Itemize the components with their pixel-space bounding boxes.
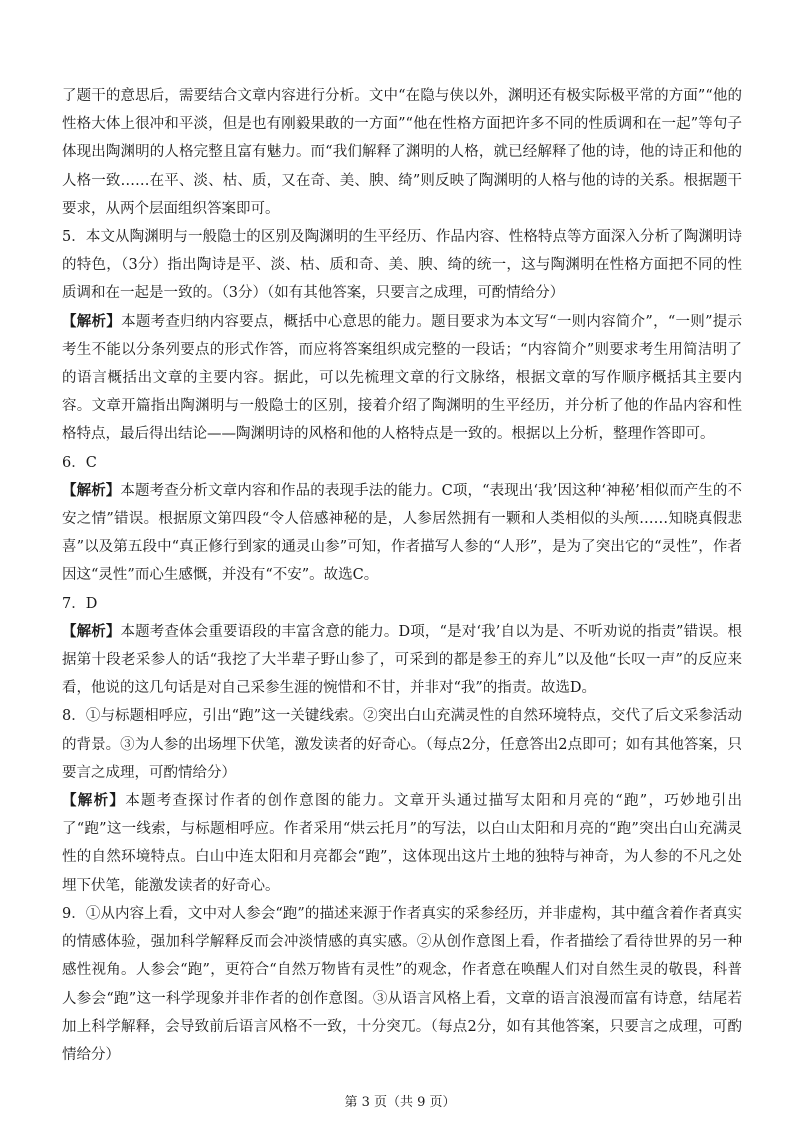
answer-9 — [62, 900, 742, 1069]
answer-8 — [62, 702, 742, 787]
analysis-5 — [62, 308, 742, 449]
paragraph-text: 7．D — [62, 595, 98, 612]
paragraph-text: 6．C — [62, 454, 97, 471]
paragraph-text: 了题干的意思后，需要结合文章内容进行分析。文中“在隐与侠以外，渊明还有极实际极平常的方面”“他的性格大体上很冲和平淡，但是也有刚毅果敢的一方面”“他在性格方面把许多不同的性质调和在一起”等句子体现出陶渊明的人格完整且富有魅力。而“我们解释了渊明的人格，就已经解释了他的诗，他的诗正和他的人格一致……在平、淡、枯、质，又在奇、美、腴、绮”则反映了陶渊明的人格与他的诗的关系。根据题干要求，从两个层面组织答案即可。 — [62, 88, 742, 217]
paragraph-text: 本题考查归纳内容要点，概括中心意思的能力。题目要求为本文写“一则内容简介”，“一则”提示考生不能以分条列要点的形式作答，而应将答案组织成完整的一段话；“内容简介”则要求考生用简洁明了的语言概括出文章的主要内容。据此，可以先梳理文章的行文脉络，根据文章的写作顺序概括其主要内容。文章开篇指出陶渊明与一般隐士的区别，接着介绍了陶渊明的生平经历，并分析了他的作品内容和性格特点，最后得出结论——陶渊明诗的风格和他的人格特点是一致的。根据以上分析，整理作答即可。 — [62, 313, 743, 443]
paragraph-text: 9．①从内容上看，文中对人参会“跑”的描述来源于作者真实的采参经历，并非虚构，其中蕴含着作者真实的情感体验，强加科学解释反而会冲淡情感的真实感。②从创作意图上看，作者描绘了看待世界的另一种感性视角。人参会“跑”，更符合“自然万物皆有灵性”的观念，作者意在唤醒人们对自然生灵的敬畏，科普人参会“跑”这一科学现象并非作者的创作意图。③从语言风格上看，文章的语言浪漫而富有诗意，结尾若加上科学解释，会导致前后语言风格不一致，十分突兀。（每点2分，如有其他答案，只要言之成理，可酌情给分） — [62, 905, 742, 1063]
paragraph-text: 本题考查探讨作者的创作意图的能力。文章开头通过描写太阳和月亮的“跑”，巧妙地引出了“跑”这一线索，与标题相呼应。作者采用“烘云托月”的写法，以白山太阳和月亮的“跑”突出白山充满灵性的自然环境特点。白山中连太阳和月亮都会“跑”，这体现出这片土地的独特与神奇，为人参的不凡之处埋下伏笔，能激发读者的好奇心。 — [62, 793, 743, 894]
answer-7 — [62, 590, 742, 618]
paragraph-text: 5．本文从陶渊明与一般隐士的区别及陶渊明的生平经历、作品内容、性格特点等方面深入分析了陶渊明诗的特色，（3分）指出陶诗是平、淡、枯、质和奇、美、腴、绮的统一，这与陶渊明在性格方面把不同的性质调和在一起是一致的。（3分）（如有其他答案，只要言之成理，可酌情给分） — [62, 229, 742, 302]
analysis-7 — [62, 618, 742, 703]
answer-6 — [62, 449, 742, 477]
analysis-tag: 【解析】 — [62, 312, 122, 330]
analysis-tag: 【解析】 — [62, 622, 121, 640]
paragraph-text: 本题考查体会重要语段的丰富含意的能力。D项，“是对‘我’自以为是、不听劝说的指责”错误。根据第十段老采参人的话“我挖了大半辈子野山参了，可采到的都是参王的弃儿”以及他“长叹一声”的反应来看，他说的这几句话是对自己采参生涯的惋惜和不甘，并非对“我”的指责。故选D。 — [62, 623, 742, 697]
paragraph-analysis-4-cont — [62, 82, 742, 223]
paragraph-text: 8．①与标题相呼应，引出“跑”这一关键线索。②突出白山充满灵性的自然环境特点，交代了后文采参活动的背景。③为人参的出场埋下伏笔，激发读者的好奇心。（每点2分，任意答出2点即可；如有其他答案，只要言之成理，可酌情给分） — [62, 708, 742, 781]
answer-content — [62, 82, 742, 1069]
page-number: 第 3 页（共 9 页） — [344, 1095, 456, 1110]
analysis-tag: 【解析】 — [62, 481, 121, 499]
analysis-8 — [62, 787, 742, 900]
answer-5 — [62, 223, 742, 308]
analysis-tag: 【解析】 — [62, 792, 126, 810]
analysis-6 — [62, 477, 742, 590]
paragraph-text: 本题考查分析文章内容和作品的表现手法的能力。C项，“表现出‘我’因这种‘神秘’相似而产生的不安之情”错误。根据原文第四段“令人倍感神秘的是，人参居然拥有一颗和人类相似的头颅……知晓真假悲喜”以及第五段中“真正修行到家的通灵山参”可知，作者描写人参的“人形”，是为了突出它的“灵性”，作者因这“灵性”而心生感慨，并没有“不安”。故选C。 — [62, 482, 742, 584]
